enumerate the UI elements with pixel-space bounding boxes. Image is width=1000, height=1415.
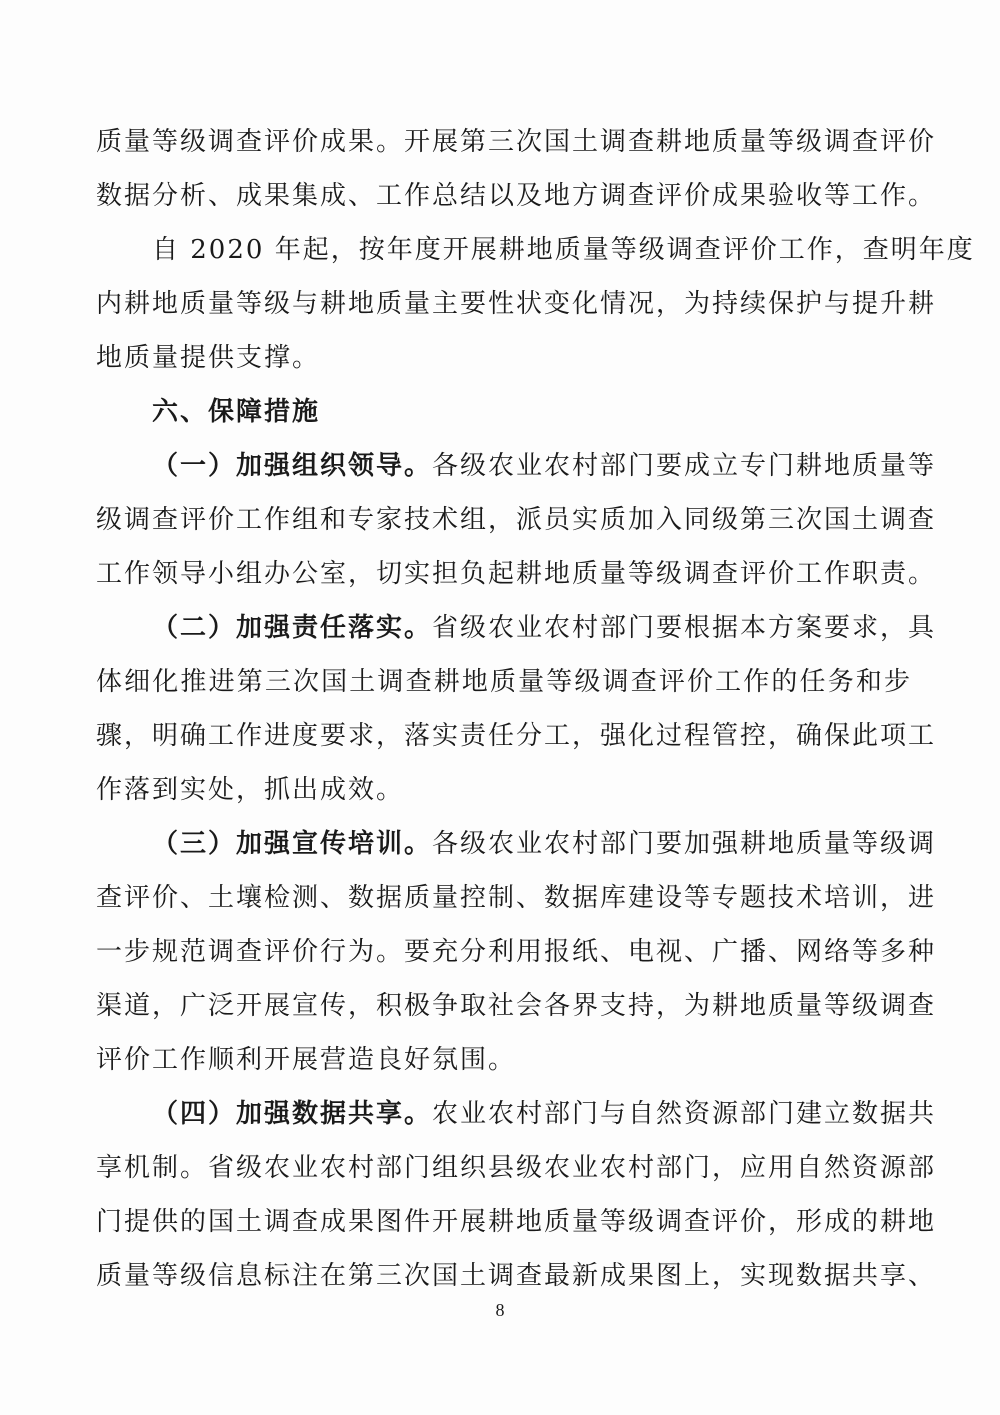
text-line: 工作领导小组办公室，切实担负起耕地质量等级调查评价工作职责。 [96, 559, 937, 589]
text-line: 查评价、土壤检测、数据质量控制、数据库建设等专题技术培训，进 [96, 883, 937, 913]
text-line: 质量等级调查评价成果。开展第三次国土调查耕地质量等级调查评价 [96, 127, 937, 157]
text-line: 级调查评价工作组和专家技术组，派员实质加入同级第三次国土调查 [96, 505, 937, 535]
text-line: 数据分析、成果集成、工作总结以及地方调查评价成果验收等工作。 [96, 181, 937, 211]
text-span: 农业农村部门与自然资源部门建立数据共 [432, 1099, 937, 1129]
text-line: 骤，明确工作进度要求，落实责任分工，强化过程管控，确保此项工 [96, 721, 937, 751]
paragraph-first-line [96, 601, 937, 655]
text-line: 一步规范调查评价行为。要充分利用报纸、电视、广播、网络等多种 [96, 937, 937, 967]
paragraph-lead: （四）加强数据共享。 [152, 1099, 433, 1129]
paragraph-first-line [96, 817, 937, 871]
text-line: 门提供的国土调查成果图件开展耕地质量等级调查评价，形成的耕地 [96, 1207, 937, 1237]
text-line: 体细化推进第三次国土调查耕地质量等级调查评价工作的任务和步 [96, 667, 912, 697]
paragraph-lead: （三）加强宣传培训。 [152, 829, 433, 859]
paragraph-first-line [96, 439, 937, 493]
text-line: 质量等级信息标注在第三次国土调查最新成果图上，实现数据共享、 [96, 1261, 937, 1291]
text-span: 省级农业农村部门要根据本方案要求，具 [432, 613, 937, 643]
paragraph-lead: （一）加强组织领导。 [152, 451, 433, 481]
text-span: 各级农业农村部门要成立专门耕地质量等 [432, 451, 937, 481]
text-line: 渠道，广泛开展宣传，积极争取社会各界支持，为耕地质量等级调查 [96, 991, 937, 1021]
document-body [96, 115, 975, 1303]
text-line: 评价工作顺利开展营造良好氛围。 [96, 1045, 517, 1075]
text-line: 享机制。省级农业农村部门组织县级农业农村部门，应用自然资源部 [96, 1153, 937, 1183]
text-span: 各级农业农村部门要加强耕地质量等级调 [432, 829, 937, 859]
text-line: 作落到实处，抓出成效。 [96, 775, 405, 805]
section-heading: 六、保障措施 [152, 397, 321, 427]
page-number: 8 [495, 1300, 505, 1320]
text-line: 内耕地质量等级与耕地质量主要性状变化情况，为持续保护与提升耕 [96, 289, 937, 319]
text-line: 自 2020 年起，按年度开展耕地质量等级调查评价工作，查明年度 [152, 235, 975, 265]
paragraph-first-line [96, 1087, 937, 1141]
paragraph-lead: （二）加强责任落实。 [152, 613, 433, 643]
text-line: 地质量提供支撑。 [96, 343, 321, 373]
